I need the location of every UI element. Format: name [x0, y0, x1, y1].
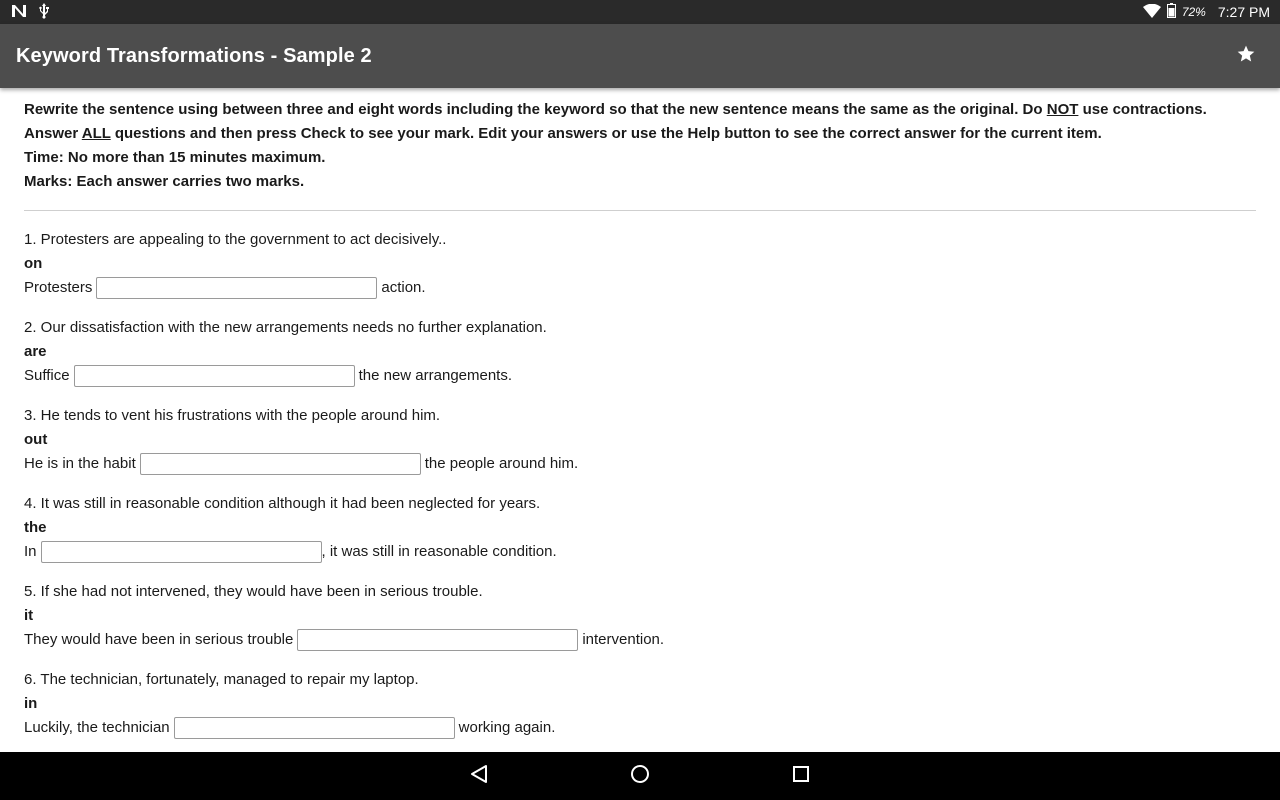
home-icon	[630, 764, 650, 789]
question-text: 5. If she had not intervened, they would have been in serious trouble.	[24, 583, 483, 600]
instruction-text: use contractions.	[1078, 101, 1207, 118]
navigation-bar	[0, 752, 1280, 800]
answer-suffix: the new arrangements.	[358, 367, 513, 384]
battery-percent: 72%	[1181, 5, 1206, 19]
instruction-marks: Marks: Each answer carries two marks.	[24, 173, 305, 190]
question-2	[24, 316, 1256, 388]
status-right	[1143, 3, 1270, 21]
home-button[interactable]	[620, 756, 660, 796]
instruction-line-2	[24, 122, 1256, 146]
answer-input-4[interactable]	[41, 541, 322, 563]
star-icon	[1236, 44, 1256, 69]
keyword: it	[24, 607, 34, 624]
answer-line	[24, 364, 1256, 388]
back-icon	[470, 764, 488, 789]
app-bar	[0, 24, 1280, 88]
answer-line	[24, 276, 1256, 300]
answer-prefix: In	[24, 543, 37, 560]
question-1	[24, 228, 1256, 300]
answer-suffix: , it was still in reasonable condition.	[321, 543, 557, 560]
question-text: 6. The technician, fortunately, managed to repair my laptop.	[24, 671, 419, 688]
answer-input-3[interactable]	[140, 453, 421, 475]
back-button[interactable]	[459, 756, 499, 796]
favorite-button[interactable]	[1228, 38, 1264, 74]
question-6	[24, 668, 1256, 740]
instruction-emphasis: NOT	[1046, 101, 1079, 118]
wifi-icon	[1143, 4, 1161, 21]
instruction-emphasis: ALL	[81, 125, 111, 142]
question-text: 4. It was still in reasonable condition although it had been neglected for years.	[24, 495, 541, 512]
question-text: 1. Protesters are appealing to the government to act decisively..	[24, 231, 447, 248]
status-time: 7:27 PM	[1217, 4, 1270, 20]
instruction-text: Rewrite the sentence using between three and eight words including the keyword so that the new sentence means the same as the original. Do	[24, 101, 1047, 118]
question-text: 3. He tends to vent his frustrations with the people around him.	[24, 407, 441, 424]
instructions	[24, 88, 1256, 194]
answer-suffix: intervention.	[582, 631, 665, 648]
recents-icon	[792, 765, 810, 788]
keyword: in	[24, 695, 38, 712]
answer-prefix: They would have been in serious trouble	[24, 631, 294, 648]
answer-suffix: action.	[381, 279, 426, 296]
keyword: the	[24, 519, 47, 536]
answer-prefix: Suffice	[24, 367, 70, 384]
answer-suffix: the people around him.	[424, 455, 579, 472]
keyword: out	[24, 431, 48, 448]
instruction-time: Time: No more than 15 minutes maximum.	[24, 149, 326, 166]
question-5	[24, 580, 1256, 652]
answer-input-5[interactable]	[297, 629, 578, 651]
n-notification-icon	[10, 4, 28, 21]
answer-prefix: Protesters	[24, 279, 93, 296]
answer-prefix: He is in the habit	[24, 455, 136, 472]
recents-button[interactable]	[781, 756, 821, 796]
answer-line	[24, 628, 1256, 652]
answer-line	[24, 540, 1256, 564]
answer-line	[24, 452, 1256, 476]
question-4	[24, 492, 1256, 564]
answer-input-6[interactable]	[174, 717, 455, 739]
answer-input-1[interactable]	[96, 277, 377, 299]
instruction-text: questions and then press Check to see your mark. Edit your answers or use the Help button to see the correct answer for the current item.	[110, 125, 1102, 142]
instruction-text: Answer	[24, 125, 82, 142]
status-bar	[0, 0, 1280, 24]
answer-input-2[interactable]	[74, 365, 355, 387]
divider	[24, 210, 1256, 211]
question-text: 2. Our dissatisfaction with the new arrangements needs no further explanation.	[24, 319, 547, 336]
keyword: are	[24, 343, 47, 360]
battery-icon	[1167, 3, 1176, 21]
question-3	[24, 404, 1256, 476]
answer-prefix: Luckily, the technician	[24, 719, 170, 736]
app-title: Keyword Transformations - Sample 2	[16, 44, 372, 67]
keyword: on	[24, 255, 43, 272]
instruction-line-1	[24, 98, 1256, 122]
answer-suffix: working again.	[458, 719, 556, 736]
answer-line	[24, 716, 1256, 740]
usb-icon	[38, 3, 50, 22]
content-area[interactable]	[0, 88, 1280, 752]
status-left	[10, 3, 50, 22]
